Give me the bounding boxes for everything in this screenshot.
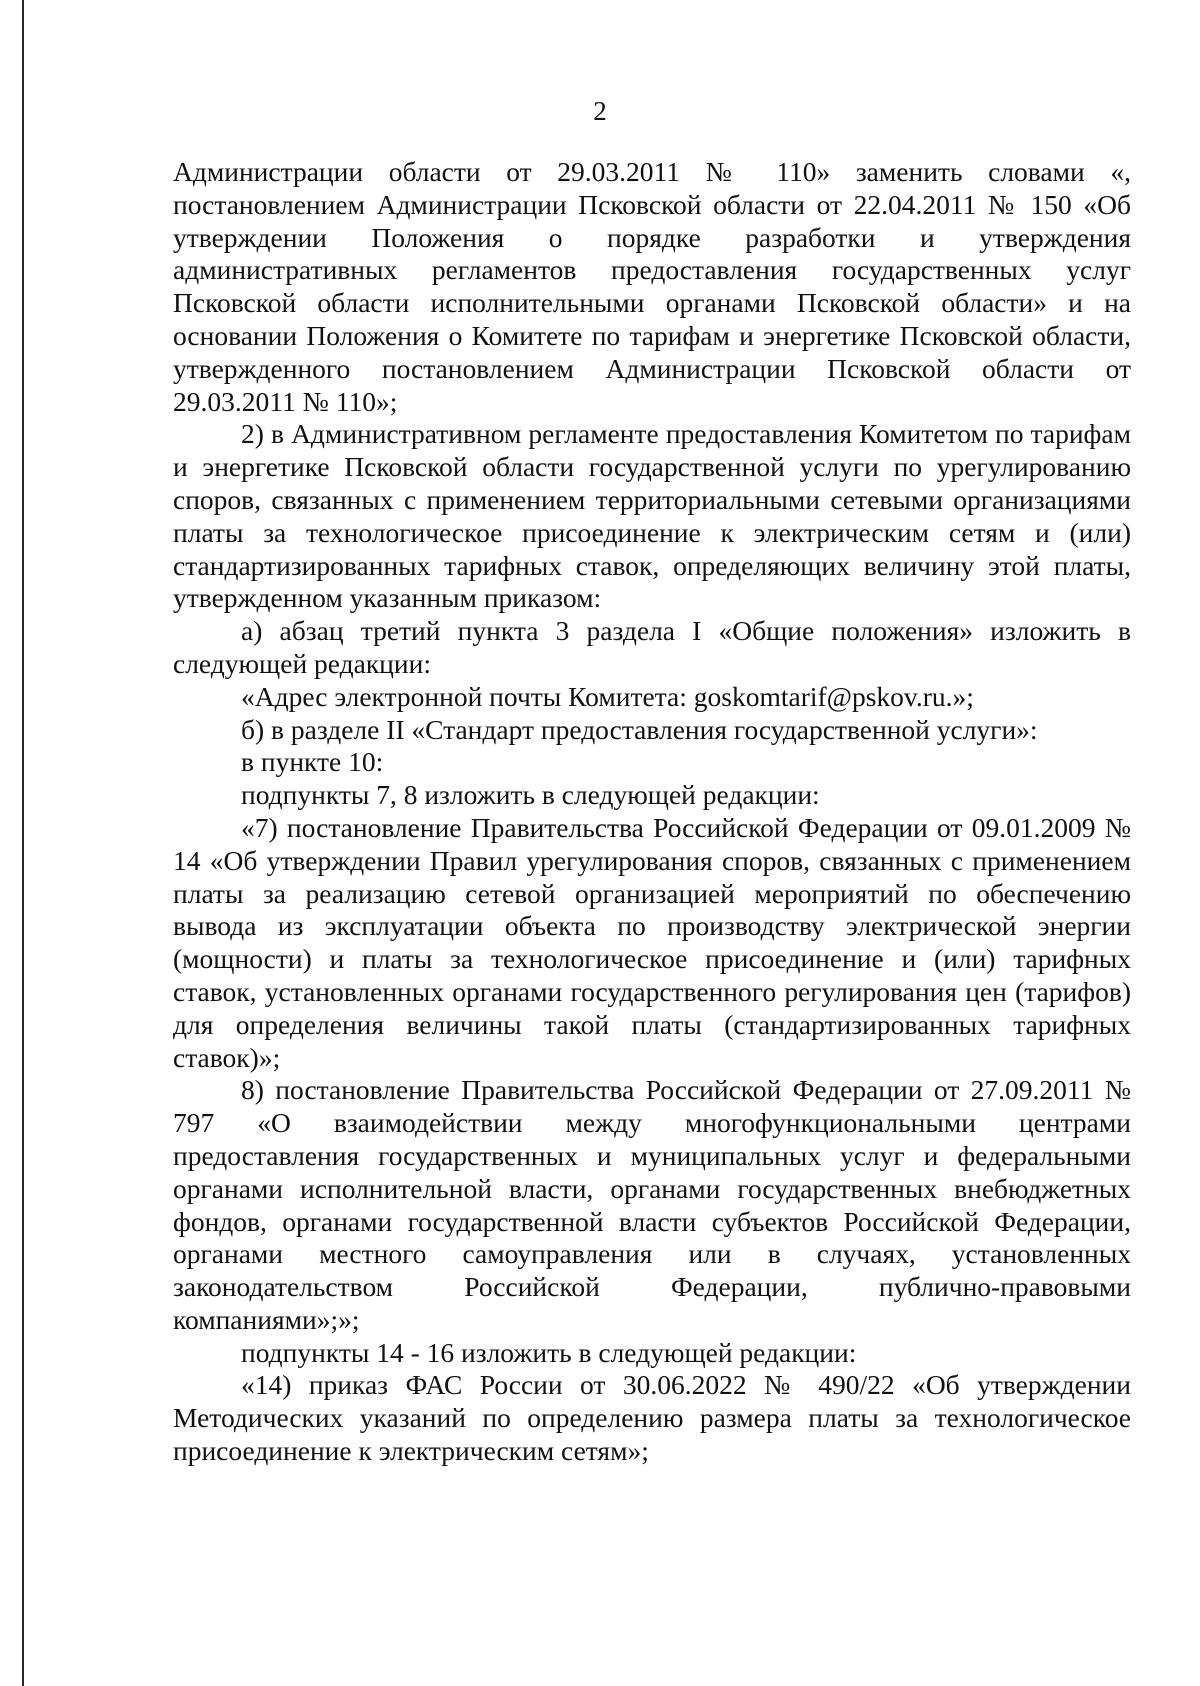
paragraph: в пункте 10: <box>241 746 384 778</box>
paragraph: Администрации области от 29.03.2011 № 110» заменить словами «, постановлением Администрации Псковской области от 22.04.2011 № 150 «Об утверждении Положения о порядке разработки и утверждения административных регламентов предоставления государственных услуг Псковской области исполнительными органами Псковской области» и на основании Положения о Комитете по тарифам и энергетике Псковской области, утвержденного постановлением Администрации Псковской области от 29.03.2011 № 110»; <box>173 156 1131 417</box>
paragraph: 8) постановление Правительства Российской Федерации от 27.09.2011 № 797 «О взаимодействии между многофункциональными центрами предоставления государственных и муниципальных услуг и федеральными органами исполнительной власти, органами государственных внебюджетных фондов, органами государственной власти субъектов Российской Федерации, органами местного самоуправления или в случаях, установленных законодательством Российской Федерации, публично-правовыми компаниями»;»; <box>173 1074 1131 1335</box>
scan-edge-line <box>22 0 24 1686</box>
paragraph: а) абзац третий пункта 3 раздела I «Общие положения» изложить в следующей редакции: <box>173 615 1131 679</box>
paragraph: подпункты 7, 8 изложить в следующей редакции: <box>241 779 820 811</box>
paragraph: б) в разделе II «Стандарт предоставления государственной услуги»: <box>241 713 1038 745</box>
paragraph: «14) приказ ФАС России от 30.06.2022 № 490/22 «Об утверждении Методических указаний по определению размера платы за технологическое присоединение к электрическим сетям»; <box>173 1369 1131 1467</box>
paragraph: подпункты 14 - 16 изложить в следующей редакции: <box>241 1336 857 1368</box>
page-number: 2 <box>593 96 607 126</box>
paragraph: 2) в Административном регламенте предоставления Комитетом по тарифам и энергетике Псковской области государственной услуги по урегулированию споров, связанных с применением территориальными сетевыми организациями платы за технологическое присоединение к электрическим сетям и (или) стандартизированных тарифных ставок, определяющих величину этой платы, утвержденном указанным приказом: <box>173 418 1131 614</box>
document-body <box>173 156 1131 1468</box>
paragraph: «7) постановление Правительства Российской Федерации от 09.01.2009 № 14 «Об утверждении Правил урегулирования споров, связанных с применением платы за реализацию сетевой организацией мероприятий по обеспечению вывода из эксплуатации объекта по производству электрической энергии (мощности) и платы за технологическое присоединение и (или) тарифных ставок, установленных органами государственного регулирования цен (тарифов) для определения величины такой платы (стандартизированных тарифных ставок)»; <box>173 811 1131 1073</box>
paragraph: «Адрес электронной почты Комитета: goskomtarif@pskov.ru.»; <box>241 680 974 712</box>
